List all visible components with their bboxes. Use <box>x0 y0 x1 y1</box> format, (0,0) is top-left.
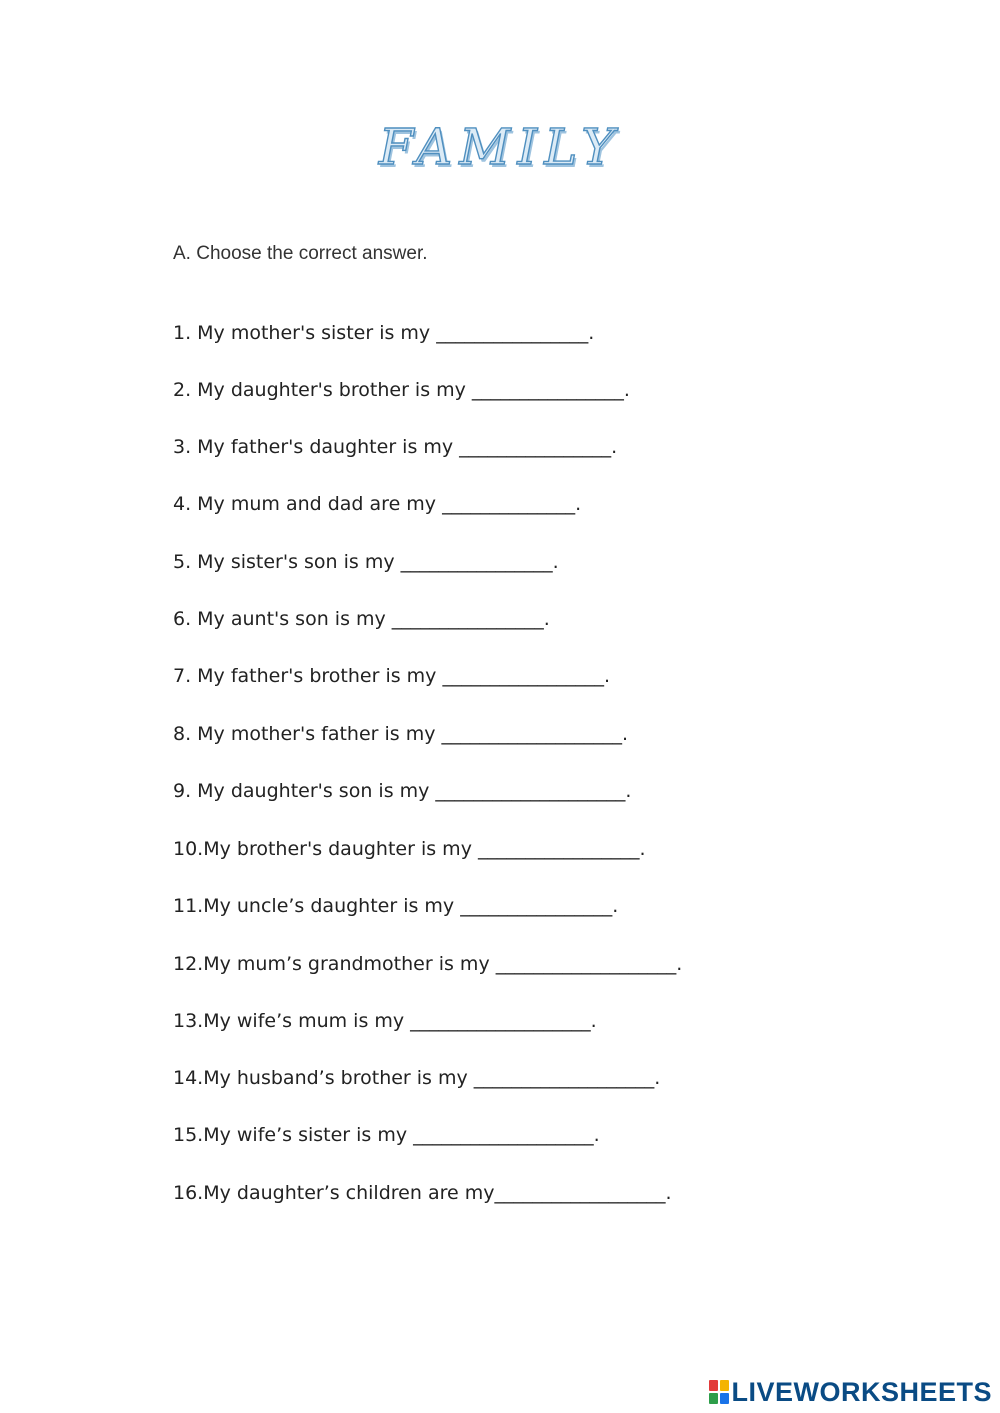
logo-block <box>709 1380 718 1391</box>
question-item: 2. My daughter's brother is my ________________. <box>173 379 630 401</box>
question-item: 12.My mum’s grandmother is my ___________________. <box>173 953 683 975</box>
question-item: 1. My mother's sister is my ________________. <box>173 322 595 344</box>
question-item: 6. My aunt's son is my ________________. <box>173 608 550 630</box>
question-item: 7. My father's brother is my _________________. <box>173 665 610 687</box>
page-title: FAMILY <box>378 118 622 176</box>
question-item: 4. My mum and dad are my ______________. <box>173 493 582 515</box>
question-item: 14.My husband’s brother is my ___________________. <box>173 1067 661 1089</box>
logo-block <box>720 1393 729 1404</box>
question-item: 13.My wife’s mum is my ___________________. <box>173 1010 597 1032</box>
question-item: 11.My uncle’s daughter is my ________________. <box>173 895 619 917</box>
logo-block <box>709 1393 718 1404</box>
question-item: 15.My wife’s sister is my ___________________. <box>173 1124 600 1146</box>
logo-blocks-icon <box>709 1380 729 1404</box>
question-item: 9. My daughter's son is my ____________________. <box>173 780 632 802</box>
question-item: 8. My mother's father is my ___________________. <box>173 723 629 745</box>
question-item: 10.My brother's daughter is my _________________. <box>173 838 646 860</box>
question-item: 16.My daughter’s children are my__________________. <box>173 1182 672 1204</box>
question-item: 5. My sister's son is my ________________. <box>173 551 559 573</box>
instruction-text: A. Choose the correct answer. <box>173 243 428 264</box>
logo-block <box>720 1380 729 1391</box>
liveworksheets-logo[interactable] <box>709 1377 992 1407</box>
logo-text: LIVEWORKSHEETS <box>731 1376 992 1407</box>
question-item: 3. My father's daughter is my ________________. <box>173 436 618 458</box>
